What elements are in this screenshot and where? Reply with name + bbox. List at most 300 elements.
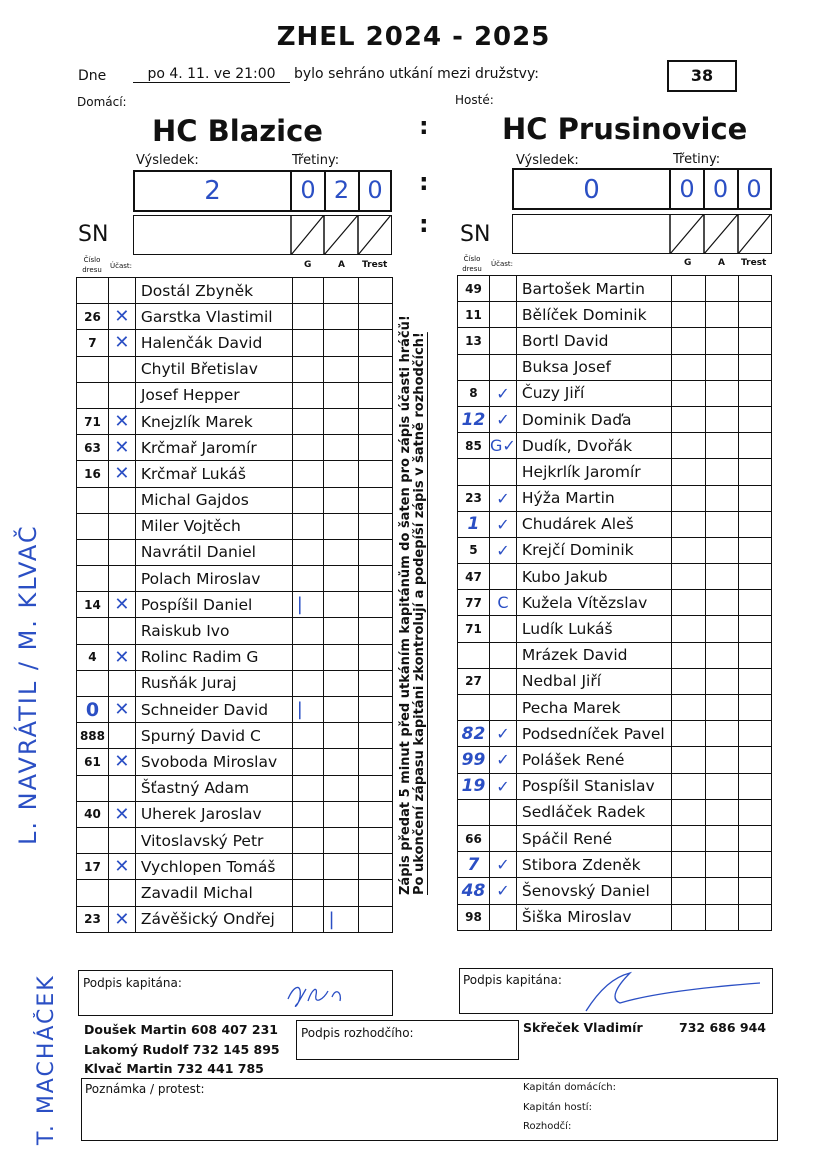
player-number: 85 xyxy=(458,433,490,459)
penalty-cell xyxy=(359,697,393,723)
goals-cell xyxy=(671,721,705,747)
assists-cell xyxy=(705,904,739,930)
attendance-mark xyxy=(108,775,135,801)
match-date: po 4. 11. ve 21:00 xyxy=(133,66,290,83)
penalty-cell xyxy=(739,354,772,380)
penalty-cell xyxy=(359,670,393,696)
attendance-mark xyxy=(489,564,516,590)
assists-cell xyxy=(705,747,739,773)
penalty-cell xyxy=(359,827,393,853)
player-name: Šťastný Adam xyxy=(135,775,292,801)
player-name: Spurný David C xyxy=(135,723,292,749)
attendance-mark: ✕ xyxy=(108,330,135,356)
home-col-trest: Trest xyxy=(362,260,388,270)
assists-cell xyxy=(324,880,359,906)
home-sn-slashes xyxy=(290,215,392,255)
player-name: Rusňák Juraj xyxy=(135,670,292,696)
goals-cell xyxy=(671,799,705,825)
home-player-row xyxy=(77,801,393,827)
home-label: Domácí: xyxy=(77,95,127,109)
player-number xyxy=(77,539,109,565)
date-label: Dne xyxy=(78,68,107,84)
player-name: Vychlopen Tomáš xyxy=(135,854,292,880)
assists-cell xyxy=(324,566,359,592)
player-name: Zavadil Michal xyxy=(135,880,292,906)
goals-cell xyxy=(292,330,324,356)
attendance-mark xyxy=(489,616,516,642)
home-player-row xyxy=(77,854,393,880)
home-player-row xyxy=(77,592,393,618)
player-number xyxy=(458,695,490,721)
penalty-cell xyxy=(359,278,393,304)
attendance-mark xyxy=(489,459,516,485)
home-player-row xyxy=(77,566,393,592)
player-number: 63 xyxy=(77,435,109,461)
player-number xyxy=(458,642,490,668)
attendance-mark xyxy=(489,904,516,930)
goals-cell xyxy=(292,801,324,827)
goals-cell xyxy=(292,513,324,539)
player-name: Garstka Vlastimil xyxy=(135,304,292,330)
attendance-mark: G✓ xyxy=(489,433,516,459)
away-captain-signature xyxy=(570,969,770,1017)
assists-cell xyxy=(705,406,739,432)
player-name: Miler Vojtěch xyxy=(135,513,292,539)
away-player-row xyxy=(458,695,772,721)
player-name: Pospíšil Daniel xyxy=(135,592,292,618)
assists-cell xyxy=(705,276,739,302)
player-number xyxy=(77,618,109,644)
away-label: Hosté: xyxy=(455,93,494,107)
match-number: 38 xyxy=(667,60,737,92)
attendance-mark xyxy=(489,354,516,380)
away-period-3: 0 xyxy=(746,175,762,203)
assists-cell xyxy=(324,330,359,356)
player-name: Chudárek Aleš xyxy=(516,511,671,537)
penalty-cell xyxy=(739,642,772,668)
home-roster-table xyxy=(76,277,393,933)
attendance-mark xyxy=(108,513,135,539)
away-player-row xyxy=(458,302,772,328)
side-handwriting-referees: L. NAVRÁTIL / M. KLVAČ xyxy=(14,524,42,845)
home-col-g: G xyxy=(304,260,312,270)
player-number: 82 xyxy=(458,721,490,747)
penalty-cell xyxy=(359,854,393,880)
player-number: 5 xyxy=(458,537,490,563)
attendance-mark: ✓ xyxy=(489,485,516,511)
goals-cell xyxy=(671,380,705,406)
attendance-mark xyxy=(108,566,135,592)
penalty-cell xyxy=(359,749,393,775)
away-player-row xyxy=(458,406,772,432)
penalty-cell xyxy=(739,668,772,694)
away-col-trest: Trest xyxy=(741,258,767,268)
colon-separator: : xyxy=(419,210,429,238)
assists-cell xyxy=(705,799,739,825)
player-name: Polach Miroslav xyxy=(135,566,292,592)
penalty-cell xyxy=(739,511,772,537)
player-name: Pecha Marek xyxy=(516,695,671,721)
goals-cell xyxy=(292,827,324,853)
penalty-cell xyxy=(739,904,772,930)
player-name: Raiskub Ivo xyxy=(135,618,292,644)
goals-cell xyxy=(671,328,705,354)
player-number xyxy=(77,356,109,382)
home-captain-signature xyxy=(284,975,384,1013)
goals-cell xyxy=(671,433,705,459)
player-number: 0 xyxy=(77,697,109,723)
assists-cell xyxy=(324,408,359,434)
penalty-cell xyxy=(739,773,772,799)
away-player-row xyxy=(458,276,772,302)
attendance-mark: ✓ xyxy=(489,406,516,432)
penalty-cell xyxy=(359,723,393,749)
attendance-mark xyxy=(489,328,516,354)
attendance-mark xyxy=(489,668,516,694)
goals-cell xyxy=(292,408,324,434)
player-name: Dominik Daďa xyxy=(516,406,671,432)
side-handwriting-timekeeper: T. MACHÁČEK xyxy=(34,974,59,1145)
assists-cell xyxy=(705,590,739,616)
player-name: Podsedníček Pavel xyxy=(516,721,671,747)
away-player-row xyxy=(458,511,772,537)
assists-cell xyxy=(324,461,359,487)
home-player-row xyxy=(77,827,393,853)
player-number: 11 xyxy=(458,302,490,328)
assists-cell xyxy=(324,801,359,827)
penalty-cell xyxy=(359,330,393,356)
attendance-mark: ✕ xyxy=(108,644,135,670)
player-name: Hýža Martin xyxy=(516,485,671,511)
home-player-row xyxy=(77,356,393,382)
assists-cell xyxy=(324,278,359,304)
assists-cell xyxy=(705,616,739,642)
assists-cell xyxy=(324,487,359,513)
referee-line-1: Doušek Martin 608 407 231 xyxy=(84,1022,278,1037)
away-player-row xyxy=(458,459,772,485)
attendance-mark xyxy=(108,618,135,644)
contact-name: Skřeček Vladimír xyxy=(523,1020,643,1035)
penalty-cell xyxy=(359,487,393,513)
goals-cell xyxy=(671,747,705,773)
goals-cell xyxy=(292,435,324,461)
player-number xyxy=(77,880,109,906)
goals-cell xyxy=(671,668,705,694)
penalty-cell xyxy=(359,618,393,644)
player-name: Spáčil René xyxy=(516,825,671,851)
player-number: 27 xyxy=(458,668,490,694)
referee-sign-label: Podpis rozhodčího: xyxy=(301,1026,414,1040)
goals-cell xyxy=(671,773,705,799)
away-player-row xyxy=(458,878,772,904)
goals-cell xyxy=(292,618,324,644)
player-number: 23 xyxy=(458,485,490,511)
goals-cell xyxy=(292,356,324,382)
assists-cell xyxy=(705,773,739,799)
penalty-cell xyxy=(359,461,393,487)
player-name: Bartošek Martin xyxy=(516,276,671,302)
attendance-mark: ✕ xyxy=(108,408,135,434)
player-number xyxy=(458,459,490,485)
away-col-a: A xyxy=(718,258,725,268)
referee-line-3: Klvač Martin 732 441 785 xyxy=(84,1061,264,1076)
penalty-cell xyxy=(739,852,772,878)
away-player-row xyxy=(458,380,772,406)
penalty-cell xyxy=(739,799,772,825)
player-name: Halenčák David xyxy=(135,330,292,356)
player-number xyxy=(77,566,109,592)
home-sn-label: SN xyxy=(78,222,109,247)
away-sn-slashes xyxy=(669,214,772,254)
penalty-cell xyxy=(359,435,393,461)
colon-separator: : xyxy=(419,168,429,196)
home-result-label: Výsledek: xyxy=(136,153,199,168)
attendance-mark xyxy=(108,278,135,304)
assists-cell xyxy=(705,380,739,406)
player-number: 48 xyxy=(458,878,490,904)
attendance-mark xyxy=(489,799,516,825)
player-name: Josef Hepper xyxy=(135,382,292,408)
player-number xyxy=(77,487,109,513)
assists-cell xyxy=(705,537,739,563)
player-name: Krčmař Jaromír xyxy=(135,435,292,461)
player-name: Polášek René xyxy=(516,747,671,773)
player-number xyxy=(77,513,109,539)
note-hand-over: Zápis předat 5 minut před utkáním kapitánům do šaten pro zápis účasti hráčů! xyxy=(398,315,413,895)
goals-cell xyxy=(292,670,324,696)
home-col-dres: Číslo dresu xyxy=(82,256,102,274)
player-name: Dudík, Dvořák xyxy=(516,433,671,459)
goals-cell xyxy=(292,278,324,304)
home-player-row xyxy=(77,644,393,670)
home-player-row xyxy=(77,461,393,487)
player-name: Bortl David xyxy=(516,328,671,354)
player-name: Svoboda Miroslav xyxy=(135,749,292,775)
goals-cell xyxy=(292,854,324,880)
away-player-row xyxy=(458,642,772,668)
attendance-mark: ✕ xyxy=(108,854,135,880)
home-player-row xyxy=(77,697,393,723)
attendance-mark: ✓ xyxy=(489,747,516,773)
goals-cell xyxy=(671,485,705,511)
attendance-mark xyxy=(489,642,516,668)
away-player-row xyxy=(458,564,772,590)
assists-cell xyxy=(705,878,739,904)
penalty-cell xyxy=(359,539,393,565)
player-name: Kužela Vítězslav xyxy=(516,590,671,616)
penalty-cell xyxy=(739,537,772,563)
goals-cell xyxy=(671,642,705,668)
player-name: Pospíšil Stanislav xyxy=(516,773,671,799)
note-label: Poznámka / protest: xyxy=(85,1082,205,1096)
goals-cell xyxy=(292,749,324,775)
home-period-2: 2 xyxy=(333,176,350,204)
away-player-row xyxy=(458,668,772,694)
player-number: 66 xyxy=(458,825,490,851)
attendance-mark: ✕ xyxy=(108,906,135,932)
page-title: ZHEL 2024 - 2025 xyxy=(276,22,551,52)
assists-cell xyxy=(705,511,739,537)
goals-cell xyxy=(671,302,705,328)
player-name: Dostál Zbyněk xyxy=(135,278,292,304)
player-name: Sedláček Radek xyxy=(516,799,671,825)
penalty-cell xyxy=(739,825,772,851)
player-name: Navrátil Daniel xyxy=(135,539,292,565)
attendance-mark: ✕ xyxy=(108,304,135,330)
player-number: 61 xyxy=(77,749,109,775)
attendance-mark xyxy=(108,487,135,513)
goals-cell xyxy=(292,723,324,749)
home-player-row xyxy=(77,278,393,304)
penalty-cell xyxy=(359,356,393,382)
home-player-row xyxy=(77,775,393,801)
attendance-mark xyxy=(108,670,135,696)
attendance-mark: ✓ xyxy=(489,721,516,747)
player-name: Hejkrlík Jaromír xyxy=(516,459,671,485)
attendance-mark xyxy=(489,302,516,328)
player-name: Krčmař Lukáš xyxy=(135,461,292,487)
attendance-mark: ✓ xyxy=(489,380,516,406)
player-name: Ludík Lukáš xyxy=(516,616,671,642)
goals-cell xyxy=(671,564,705,590)
goals-cell xyxy=(671,852,705,878)
assists-cell xyxy=(705,852,739,878)
goals-cell xyxy=(292,487,324,513)
assists-cell xyxy=(324,539,359,565)
attendance-mark xyxy=(108,880,135,906)
attendance-mark xyxy=(108,382,135,408)
attendance-mark: ✕ xyxy=(108,592,135,618)
player-number: 7 xyxy=(458,852,490,878)
player-name: Nedbal Jiří xyxy=(516,668,671,694)
attendance-mark: ✓ xyxy=(489,773,516,799)
penalty-cell xyxy=(359,906,393,932)
player-number: 23 xyxy=(77,906,109,932)
penalty-cell xyxy=(739,695,772,721)
player-number xyxy=(77,278,109,304)
player-name: Schneider David xyxy=(135,697,292,723)
colon-separator: : xyxy=(419,112,429,140)
player-number: 26 xyxy=(77,304,109,330)
away-col-g: G xyxy=(684,258,692,268)
penalty-cell xyxy=(739,564,772,590)
assists-cell xyxy=(705,459,739,485)
home-player-row xyxy=(77,880,393,906)
penalty-cell xyxy=(739,406,772,432)
penalty-cell xyxy=(359,880,393,906)
contact-phone: 732 686 944 xyxy=(679,1020,766,1035)
goals-cell xyxy=(292,382,324,408)
home-player-row xyxy=(77,749,393,775)
goals-cell xyxy=(671,537,705,563)
assists-cell xyxy=(705,695,739,721)
assists-cell xyxy=(324,670,359,696)
player-number: 71 xyxy=(458,616,490,642)
home-period-1: 0 xyxy=(300,176,316,204)
goals-cell xyxy=(292,539,324,565)
assists-cell: | xyxy=(324,906,359,932)
assists-cell xyxy=(324,592,359,618)
penalty-cell xyxy=(359,408,393,434)
player-number: 19 xyxy=(458,773,490,799)
goals-cell xyxy=(671,459,705,485)
player-number: 8 xyxy=(458,380,490,406)
penalty-cell xyxy=(739,276,772,302)
home-player-row xyxy=(77,618,393,644)
player-number: 888 xyxy=(77,723,109,749)
player-number: 13 xyxy=(458,328,490,354)
goals-cell xyxy=(671,904,705,930)
referee-sign-box xyxy=(296,1020,519,1060)
player-name: Mrázek David xyxy=(516,642,671,668)
away-player-row xyxy=(458,747,772,773)
assists-cell xyxy=(705,328,739,354)
assists-cell xyxy=(705,668,739,694)
player-number: 71 xyxy=(77,408,109,434)
home-player-row xyxy=(77,435,393,461)
player-name: Buksa Josef xyxy=(516,354,671,380)
penalty-cell xyxy=(359,566,393,592)
player-name: Bělíček Dominik xyxy=(516,302,671,328)
away-captain-sign-box xyxy=(459,968,773,1014)
away-player-row xyxy=(458,328,772,354)
assists-cell xyxy=(705,642,739,668)
assists-cell xyxy=(705,825,739,851)
assists-cell xyxy=(324,382,359,408)
penalty-cell xyxy=(739,590,772,616)
goals-cell xyxy=(292,775,324,801)
penalty-cell xyxy=(739,747,772,773)
assists-cell xyxy=(705,564,739,590)
goals-cell xyxy=(671,354,705,380)
attendance-mark xyxy=(489,825,516,851)
assists-cell xyxy=(705,433,739,459)
home-player-row xyxy=(77,539,393,565)
player-name: Michal Gajdos xyxy=(135,487,292,513)
away-player-row xyxy=(458,433,772,459)
player-name: Vitoslavský Petr xyxy=(135,827,292,853)
player-name: Stibora Zdeněk xyxy=(516,852,671,878)
player-name: Kubo Jakub xyxy=(516,564,671,590)
player-number xyxy=(77,775,109,801)
penalty-cell xyxy=(739,380,772,406)
player-name: Krejčí Dominik xyxy=(516,537,671,563)
assists-cell xyxy=(324,775,359,801)
attendance-mark xyxy=(108,539,135,565)
away-player-row xyxy=(458,852,772,878)
player-name: Knejzlík Marek xyxy=(135,408,292,434)
penalty-cell xyxy=(739,485,772,511)
goals-cell xyxy=(292,304,324,330)
home-team-name: HC Blazice xyxy=(152,114,323,148)
assists-cell xyxy=(324,749,359,775)
note-captain-away: Kapitán hostí: xyxy=(523,1102,592,1113)
goals-cell: | xyxy=(292,592,324,618)
away-result-label: Výsledek: xyxy=(516,153,579,168)
attendance-mark: ✕ xyxy=(108,435,135,461)
goals-cell xyxy=(671,695,705,721)
away-player-row xyxy=(458,904,772,930)
away-player-row xyxy=(458,799,772,825)
away-period-2: 0 xyxy=(712,175,729,203)
penalty-cell xyxy=(739,459,772,485)
penalty-cell xyxy=(739,302,772,328)
home-player-row xyxy=(77,723,393,749)
note-referee: Rozhodčí: xyxy=(523,1121,572,1132)
penalty-cell xyxy=(739,328,772,354)
player-number xyxy=(458,799,490,825)
home-player-row xyxy=(77,330,393,356)
